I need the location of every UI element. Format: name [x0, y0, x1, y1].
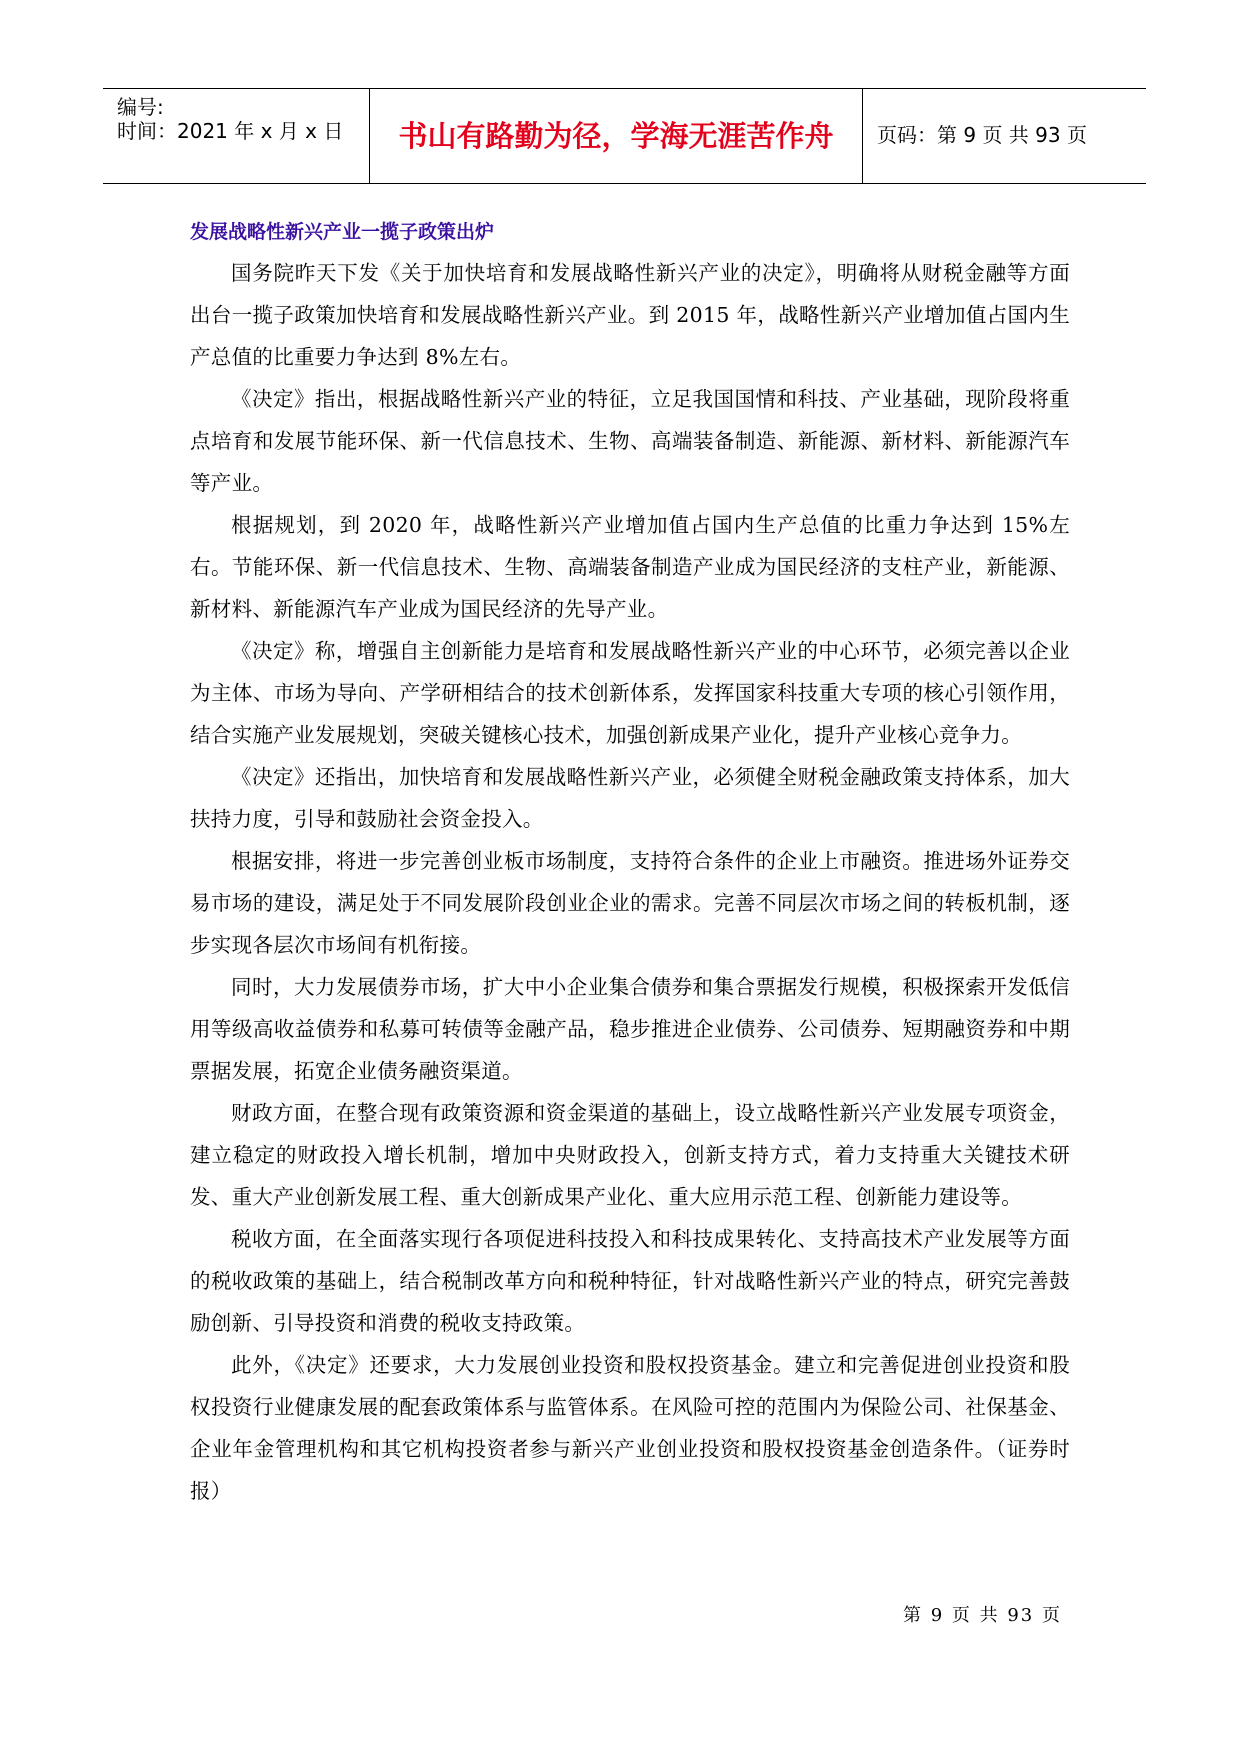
motto: 书山有路勤为径，学海无涯苦作舟: [398, 119, 834, 153]
serial-label: 编号:: [117, 95, 164, 119]
paragraph: 同时，大力发展债券市场，扩大中小企业集合债券和集合票据发行规模，积极探索开发低信用等级高收益债券和私募可转债等金融产品，稳步推进企业债券、公司债券、短期融资券和中期票据发展，拓宽企业债务融资渠道。: [190, 975, 1070, 1083]
paragraph: 此外，《决定》还要求，大力发展创业投资和股权投资基金。建立和完善促进创业投资和股权投资行业健康发展的配套政策体系与监管体系。在风险可控的范围内为保险公司、社保基金、企业年金管理机构和其它机构投资者参与新兴产业创业投资和股权投资基金创造条件。（证券时报）: [190, 1353, 1070, 1503]
page-header: [103, 88, 1146, 184]
article-body: [190, 215, 1070, 1512]
paragraph: 《决定》还指出，加快培育和发展战略性新兴产业，必须健全财税金融政策支持体系，加大扶持力度，引导和鼓励社会资金投入。: [190, 765, 1070, 831]
article-title: 发展战略性新兴产业一揽子政策出炉: [190, 221, 495, 243]
paragraph: 《决定》称，增强自主创新能力是培育和发展战略性新兴产业的中心环节，必须完善以企业为主体、市场为导向、产学研相结合的技术创新体系，发挥国家科技重大专项的核心引领作用，结合实施产业发展规划，突破关键核心技术，加强创新成果产业化，提升产业核心竞争力。: [190, 639, 1070, 747]
page-footer: 第 9 页 共 93 页: [903, 1605, 1062, 1626]
paragraph: 《决定》指出，根据战略性新兴产业的特征，立足我国国情和科技、产业基础，现阶段将重点培育和发展节能环保、新一代信息技术、生物、高端装备制造、新能源、新材料、新能源汽车等产业。: [190, 387, 1070, 495]
paragraph: 税收方面，在全面落实现行各项促进科技投入和科技成果转化、支持高技术产业发展等方面的税收政策的基础上，结合税制改革方向和税种特征，针对战略性新兴产业的特点，研究完善鼓励创新、引导投资和消费的税收支持政策。: [190, 1227, 1070, 1335]
paragraph: 国务院昨天下发《关于加快培育和发展战略性新兴产业的决定》，明确将从财税金融等方面出台一揽子政策加快培育和发展战略性新兴产业。到 2015 年，战略性新兴产业增加值占国内生产总值的比重要力争达到 8%左右。: [190, 261, 1070, 369]
paragraph: 财政方面，在整合现有政策资源和资金渠道的基础上，设立战略性新兴产业发展专项资金，建立稳定的财政投入增长机制，增加中央财政投入，创新支持方式，着力支持重大关键技术研发、重大产业创新发展工程、重大创新成果产业化、重大应用示范工程、创新能力建设等。: [190, 1101, 1070, 1209]
header-right-cell: [863, 89, 1146, 183]
header-left-cell: [103, 89, 370, 183]
paragraph: 根据安排，将进一步完善创业板市场制度，支持符合条件的企业上市融资。推进场外证券交易市场的建设，满足处于不同发展阶段创业企业的需求。完善不同层次市场之间的转板机制，逐步实现各层次市场间有机衔接。: [190, 849, 1070, 957]
time-text: 时间：2021 年 x 月 x 日: [117, 119, 344, 143]
paragraph: 根据规划，到 2020 年，战略性新兴产业增加值占国内生产总值的比重力争达到 15%左右。节能环保、新一代信息技术、生物、高端装备制造产业成为国民经济的支柱产业，新能源、新材料、新能源汽车产业成为国民经济的先导产业。: [190, 513, 1070, 621]
header-middle-cell: [370, 89, 863, 183]
header-page-info: 页码：第 9 页 共 93 页: [877, 123, 1087, 147]
